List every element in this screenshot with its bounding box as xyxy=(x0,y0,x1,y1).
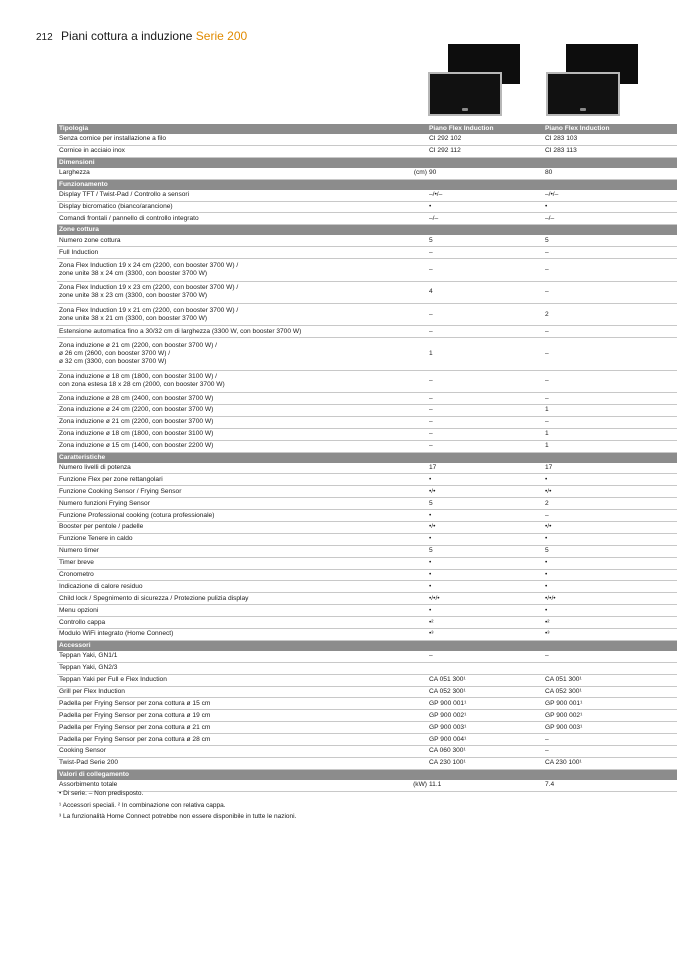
row-unit xyxy=(409,213,427,225)
spec-table xyxy=(57,124,677,792)
row-unit: (cm) xyxy=(409,168,427,179)
row-value-product-1: 5 xyxy=(427,545,543,557)
row-value-product-1: GP 900 001¹ xyxy=(427,698,543,710)
row-label: Zona induzione ø 24 cm (2200, con booster 3700 W) xyxy=(57,404,409,416)
row-value-product-1: • xyxy=(427,533,543,545)
row-value-product-2: •/• xyxy=(543,521,677,533)
table-row xyxy=(57,428,677,440)
table-row xyxy=(57,247,677,259)
row-label: Numero zone cottura xyxy=(57,235,409,246)
row-value-product-1: – xyxy=(427,259,543,281)
row-unit xyxy=(409,393,427,405)
footnote-accessories: ¹ Accessori speciali. ² In combinazione con relativa cappa. xyxy=(59,801,226,809)
row-value-product-2: CI 283 113 xyxy=(543,145,677,157)
page-number: 212 xyxy=(36,32,53,43)
row-label: Full Induction xyxy=(57,247,409,259)
row-unit xyxy=(409,404,427,416)
row-label: Zona induzione ø 18 cm (1800, con booster 3100 W) xyxy=(57,428,409,440)
row-value-product-2: •/•/• xyxy=(543,593,677,605)
row-value-product-2: •/• xyxy=(543,486,677,498)
row-label: Senza cornice per installazione a filo xyxy=(57,134,409,145)
table-row xyxy=(57,674,677,686)
row-label: Zona induzione ø 28 cm (2400, con booster 3700 W) xyxy=(57,393,409,405)
row-unit xyxy=(409,440,427,452)
row-label: Indicazione di calore residuo xyxy=(57,581,409,593)
table-row xyxy=(57,686,677,698)
section-title: Accessori xyxy=(57,640,677,651)
row-unit xyxy=(409,370,427,392)
row-label: Cronometro xyxy=(57,569,409,581)
section-title: Dimensioni xyxy=(57,157,677,168)
row-unit xyxy=(409,569,427,581)
row-label: Numero timer xyxy=(57,545,409,557)
table-row xyxy=(57,201,677,213)
table-row xyxy=(57,521,677,533)
row-label: Padella per Frying Sensor per zona cottura ø 15 cm xyxy=(57,698,409,710)
row-label: Timer breve xyxy=(57,557,409,569)
row-value-product-1: – xyxy=(427,651,543,662)
table-row xyxy=(57,326,677,338)
row-value-product-2: – xyxy=(543,651,677,662)
row-value-product-2: 80 xyxy=(543,168,677,179)
row-unit xyxy=(409,651,427,662)
table-row xyxy=(57,533,677,545)
table-row xyxy=(57,168,677,179)
table-row xyxy=(57,662,677,674)
row-unit xyxy=(409,746,427,758)
row-unit xyxy=(409,686,427,698)
table-row xyxy=(57,545,677,557)
table-row xyxy=(57,338,677,371)
row-value-product-2: – xyxy=(543,416,677,428)
row-value-product-2: – xyxy=(543,247,677,259)
row-label: Padella per Frying Sensor per zona cottura ø 19 cm xyxy=(57,710,409,722)
table-row xyxy=(57,259,677,281)
row-value-product-1: –/– xyxy=(427,213,543,225)
row-label: Zona induzione ø 15 cm (1400, con booster 2200 W) xyxy=(57,440,409,452)
row-label: Numero funzioni Frying Sensor xyxy=(57,498,409,510)
row-value-product-1: CA 060 300¹ xyxy=(427,746,543,758)
twist-pad-icon xyxy=(580,108,586,111)
row-label: Booster per pentole / padelle xyxy=(57,521,409,533)
row-unit xyxy=(409,326,427,338)
table-row xyxy=(57,440,677,452)
table-row xyxy=(57,593,677,605)
row-unit xyxy=(409,281,427,303)
footnote-home-connect: ³ La funzionalità Home Connect potrebbe non essere disponibile in tutte le nazioni. xyxy=(59,813,297,820)
page-title: Piani cottura a induzione xyxy=(61,29,193,43)
row-value-product-2: • xyxy=(543,557,677,569)
row-value-product-2: – xyxy=(543,259,677,281)
row-value-product-2: – xyxy=(543,734,677,746)
row-label: Menu opzioni xyxy=(57,605,409,617)
row-unit xyxy=(409,190,427,201)
row-value-product-2: –/– xyxy=(543,213,677,225)
table-row xyxy=(57,498,677,510)
row-unit xyxy=(409,593,427,605)
row-value-product-2: • xyxy=(543,474,677,486)
table-row xyxy=(57,510,677,522)
row-value-product-1: • xyxy=(427,557,543,569)
row-label: Modulo WiFi integrato (Home Connect) xyxy=(57,629,409,641)
row-value-product-2: CI 283 103 xyxy=(543,134,677,145)
table-row xyxy=(57,370,677,392)
row-value-product-1: CA 230 100¹ xyxy=(427,757,543,769)
product-image-2 xyxy=(546,44,638,116)
column-header-product-1: Piano Flex Induction xyxy=(427,124,543,134)
row-label: Cornice in acciaio inox xyxy=(57,145,409,157)
table-row xyxy=(57,213,677,225)
section-title: Caratteristiche xyxy=(57,452,677,463)
row-label: Funzione Professional cooking (cotura professionale) xyxy=(57,510,409,522)
row-label: Twist-Pad Serie 200 xyxy=(57,757,409,769)
section-header xyxy=(57,640,677,651)
row-value-product-2: •³ xyxy=(543,629,677,641)
section-header xyxy=(57,769,677,780)
table-row xyxy=(57,651,677,662)
row-value-product-1: – xyxy=(427,428,543,440)
row-unit xyxy=(409,545,427,557)
row-unit xyxy=(409,710,427,722)
row-label: Display TFT / Twist-Pad / Controllo a sensori xyxy=(57,190,409,201)
table-row xyxy=(57,734,677,746)
row-value-product-1: • xyxy=(427,474,543,486)
row-unit xyxy=(409,134,427,145)
row-value-product-2: • xyxy=(543,605,677,617)
row-value-product-2: • xyxy=(543,533,677,545)
table-row xyxy=(57,569,677,581)
table-row xyxy=(57,474,677,486)
row-value-product-1: – xyxy=(427,370,543,392)
section-header xyxy=(57,157,677,168)
row-value-product-1: CI 292 102 xyxy=(427,134,543,145)
table-row xyxy=(57,134,677,145)
row-unit xyxy=(409,498,427,510)
product-image-1 xyxy=(428,44,520,116)
row-value-product-2: GP 900 003¹ xyxy=(543,722,677,734)
row-value-product-1: •/• xyxy=(427,521,543,533)
section-header xyxy=(57,179,677,190)
row-value-product-1: •² xyxy=(427,617,543,629)
row-value-product-1: • xyxy=(427,605,543,617)
table-row xyxy=(57,393,677,405)
table-row xyxy=(57,698,677,710)
row-unit xyxy=(409,557,427,569)
row-unit xyxy=(409,463,427,474)
row-value-product-2: 7.4 xyxy=(543,780,677,791)
row-unit xyxy=(409,259,427,281)
table-row xyxy=(57,617,677,629)
series-label: Serie 200 xyxy=(195,29,248,43)
row-value-product-1: – xyxy=(427,404,543,416)
row-label: Estensione automatica fino a 30/32 cm di larghezza (3300 W, con booster 3700 W) xyxy=(57,326,409,338)
row-unit xyxy=(409,581,427,593)
row-unit xyxy=(409,145,427,157)
row-value-product-1: – xyxy=(427,303,543,325)
row-label: Zona Flex Induction 19 x 23 cm (2200, con booster 3700 W) / zone unite 38 x 23 cm (3300, con booster 3700 W) xyxy=(57,281,409,303)
twist-pad-icon xyxy=(462,108,468,111)
section-title: Zone cottura xyxy=(57,225,677,236)
row-label: Teppan Yaki, GN1/1 xyxy=(57,651,409,662)
row-value-product-2: – xyxy=(543,281,677,303)
row-value-product-1: •/•/• xyxy=(427,593,543,605)
row-unit xyxy=(409,416,427,428)
table-row xyxy=(57,190,677,201)
row-unit xyxy=(409,303,427,325)
table-row xyxy=(57,404,677,416)
row-value-product-2: – xyxy=(543,393,677,405)
table-header-row xyxy=(57,124,677,134)
column-header-product-2: Piano Flex Induction xyxy=(543,124,677,134)
row-value-product-2: – xyxy=(543,746,677,758)
table-row xyxy=(57,145,677,157)
row-label: Grill per Flex Induction xyxy=(57,686,409,698)
row-value-product-2 xyxy=(543,662,677,674)
row-value-product-1: GP 900 004¹ xyxy=(427,734,543,746)
row-label: Funzione Tenere in caldo xyxy=(57,533,409,545)
row-value-product-1: • xyxy=(427,569,543,581)
row-unit xyxy=(409,674,427,686)
row-value-product-1: 11.1 xyxy=(427,780,543,791)
row-unit xyxy=(409,338,427,371)
row-unit xyxy=(409,510,427,522)
row-value-product-1: 90 xyxy=(427,168,543,179)
section-title: Funzionamento xyxy=(57,179,677,190)
row-value-product-1: – xyxy=(427,247,543,259)
row-value-product-1: •³ xyxy=(427,629,543,641)
row-label: Comandi frontali / pannello di controllo integrato xyxy=(57,213,409,225)
column-header-tipologia: Tipologia xyxy=(57,124,427,134)
row-value-product-2: CA 052 300¹ xyxy=(543,686,677,698)
section-title: Valori di collegamento xyxy=(57,769,677,780)
row-value-product-2: – xyxy=(543,338,677,371)
row-unit xyxy=(409,722,427,734)
table-row xyxy=(57,757,677,769)
row-unit xyxy=(409,605,427,617)
footnotes xyxy=(59,788,296,823)
row-value-product-2: •² xyxy=(543,617,677,629)
row-unit xyxy=(409,521,427,533)
row-unit xyxy=(409,428,427,440)
row-value-product-1: • xyxy=(427,581,543,593)
row-label: Teppan Yaki per Full e Flex Induction xyxy=(57,674,409,686)
row-value-product-2: • xyxy=(543,581,677,593)
row-value-product-1: 4 xyxy=(427,281,543,303)
row-label: Cooking Sensor xyxy=(57,746,409,758)
row-value-product-2: 1 xyxy=(543,428,677,440)
row-label: Padella per Frying Sensor per zona cottura ø 21 cm xyxy=(57,722,409,734)
table-row xyxy=(57,235,677,246)
row-value-product-1: – xyxy=(427,326,543,338)
table-row xyxy=(57,581,677,593)
row-unit xyxy=(409,201,427,213)
row-value-product-2: GP 900 002¹ xyxy=(543,710,677,722)
row-value-product-2: 17 xyxy=(543,463,677,474)
row-unit xyxy=(409,662,427,674)
table-row xyxy=(57,722,677,734)
row-unit xyxy=(409,629,427,641)
row-value-product-1: • xyxy=(427,510,543,522)
row-value-product-2: • xyxy=(543,201,677,213)
page-header xyxy=(36,29,247,43)
row-label: Zona Flex Induction 19 x 21 cm (2200, con booster 3700 W) / zone unite 38 x 21 cm (3300, con booster 3700 W) xyxy=(57,303,409,325)
row-label: Display bicromatico (bianco/arancione) xyxy=(57,201,409,213)
row-value-product-2: – xyxy=(543,510,677,522)
row-value-product-2: CA 051 300¹ xyxy=(543,674,677,686)
row-label: Padella per Frying Sensor per zona cottura ø 28 cm xyxy=(57,734,409,746)
cooktop-front-view xyxy=(546,72,620,116)
row-value-product-1: •/• xyxy=(427,486,543,498)
table-row xyxy=(57,710,677,722)
row-value-product-2: 5 xyxy=(543,235,677,246)
row-value-product-1: – xyxy=(427,440,543,452)
row-label: Zona induzione ø 21 cm (2200, con booster 3700 W) / ø 26 cm (2600, con booster 3700 W) / ø 32 cm (3300, con booster 3700 W) xyxy=(57,338,409,371)
row-value-product-2: 1 xyxy=(543,440,677,452)
row-label: Child lock / Spegnimento di sicurezza / Protezione pulizia display xyxy=(57,593,409,605)
table-row xyxy=(57,486,677,498)
table-row xyxy=(57,557,677,569)
row-label: Controllo cappa xyxy=(57,617,409,629)
row-unit xyxy=(409,698,427,710)
row-value-product-1: 17 xyxy=(427,463,543,474)
row-value-product-1: 5 xyxy=(427,235,543,246)
table-row xyxy=(57,629,677,641)
row-label: Zona Flex Induction 19 x 24 cm (2200, con booster 3700 W) / zone unite 38 x 24 cm (3300, con booster 3700 W) xyxy=(57,259,409,281)
table-row xyxy=(57,303,677,325)
row-value-product-2: • xyxy=(543,569,677,581)
row-value-product-1: • xyxy=(427,201,543,213)
row-value-product-2: –/•/– xyxy=(543,190,677,201)
row-unit xyxy=(409,533,427,545)
row-value-product-1: CA 052 300¹ xyxy=(427,686,543,698)
row-value-product-1: –/•/– xyxy=(427,190,543,201)
table-row xyxy=(57,281,677,303)
footnote-legend: • Di serie. – Non predisposto. xyxy=(59,790,144,797)
row-unit xyxy=(409,247,427,259)
row-label: Teppan Yaki, GN2/3 xyxy=(57,662,409,674)
table-row xyxy=(57,463,677,474)
row-label: Zona induzione ø 18 cm (1800, con booster 3100 W) / con zona estesa 18 x 28 cm (2000, con booster 3700 W) xyxy=(57,370,409,392)
section-header xyxy=(57,452,677,463)
row-value-product-2: GP 900 001¹ xyxy=(543,698,677,710)
row-value-product-2: – xyxy=(543,326,677,338)
row-value-product-1: – xyxy=(427,393,543,405)
row-label: Numero livelli di potenza xyxy=(57,463,409,474)
row-value-product-1: CI 292 112 xyxy=(427,145,543,157)
table-row xyxy=(57,416,677,428)
section-header xyxy=(57,225,677,236)
row-label: Larghezza xyxy=(57,168,409,179)
row-unit xyxy=(409,235,427,246)
row-label: Zona induzione ø 21 cm (2200, con booster 3700 W) xyxy=(57,416,409,428)
row-unit xyxy=(409,757,427,769)
row-unit: (kW) xyxy=(409,780,427,791)
row-value-product-2: 5 xyxy=(543,545,677,557)
row-value-product-1: 1 xyxy=(427,338,543,371)
row-label: Assorbimento totale xyxy=(57,780,409,791)
row-unit xyxy=(409,734,427,746)
row-unit xyxy=(409,486,427,498)
row-value-product-1: GP 900 003¹ xyxy=(427,722,543,734)
row-value-product-1: GP 900 002¹ xyxy=(427,710,543,722)
row-value-product-1: CA 051 300¹ xyxy=(427,674,543,686)
cooktop-front-view xyxy=(428,72,502,116)
row-value-product-1: 5 xyxy=(427,498,543,510)
table-row xyxy=(57,746,677,758)
row-value-product-2: 2 xyxy=(543,498,677,510)
row-unit xyxy=(409,474,427,486)
table-row xyxy=(57,605,677,617)
row-label: Funzione Flex per zone rettangolari xyxy=(57,474,409,486)
row-value-product-2: CA 230 100¹ xyxy=(543,757,677,769)
row-value-product-2: 2 xyxy=(543,303,677,325)
row-value-product-1: – xyxy=(427,416,543,428)
row-value-product-1 xyxy=(427,662,543,674)
row-value-product-2: – xyxy=(543,370,677,392)
row-label: Funzione Cooking Sensor / Frying Sensor xyxy=(57,486,409,498)
row-unit xyxy=(409,617,427,629)
row-value-product-2: 1 xyxy=(543,404,677,416)
